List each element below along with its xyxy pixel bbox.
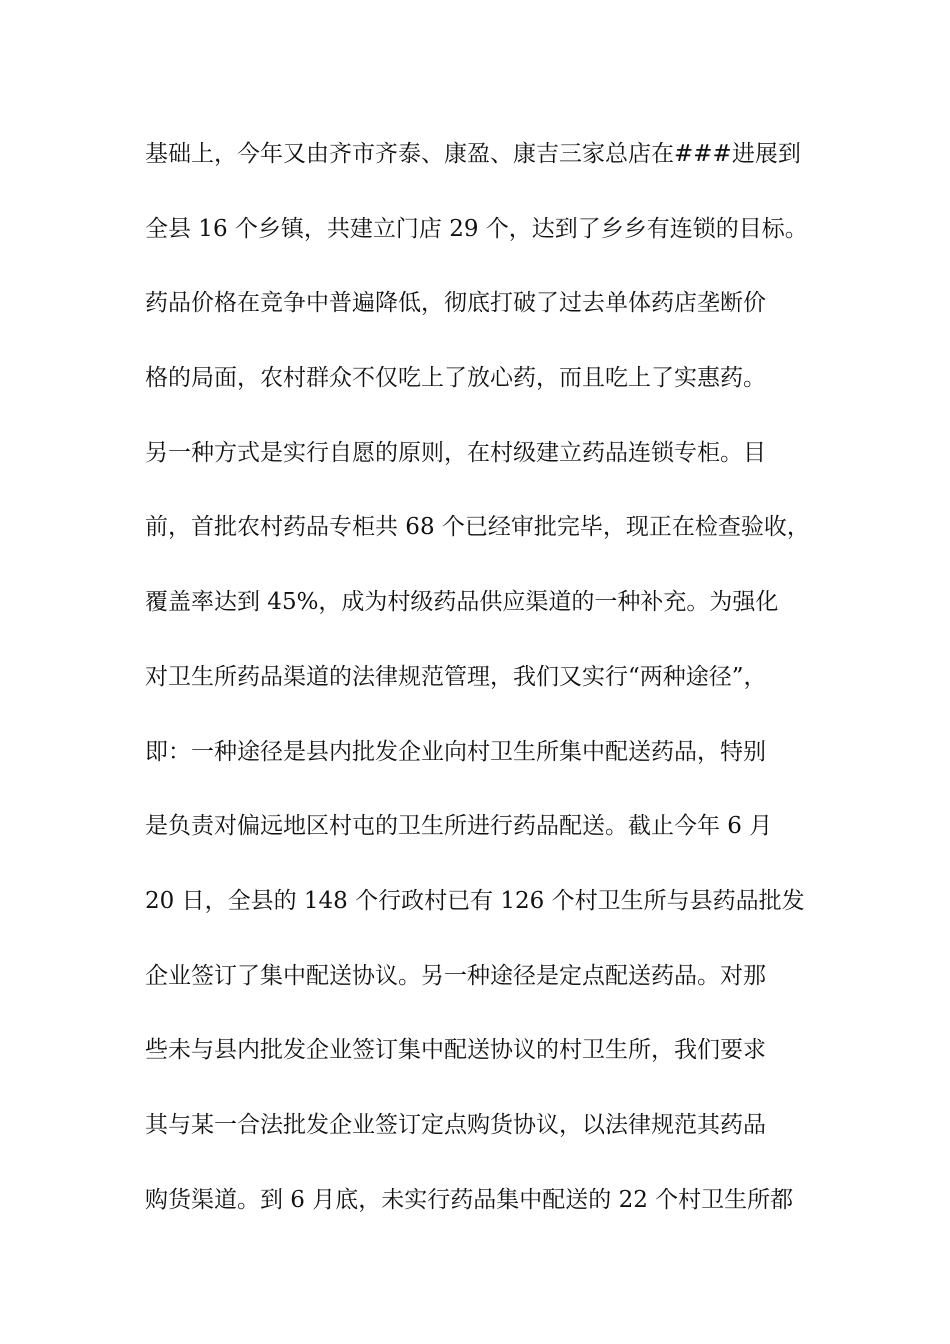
- text-line: 另一种方式是实行自愿的原则，在村级建立药品连锁专柜。目: [145, 439, 766, 466]
- text-line: 企业签订了集中配送协议。另一种途径是定点配送药品。对那: [145, 962, 766, 989]
- text-line: 覆盖率达到 45%，成为村级药品供应渠道的一种补充。为强化: [145, 589, 779, 616]
- text-line: 其与某一合法批发企业签订定点购货协议，以法律规范其药品: [145, 1111, 766, 1138]
- text-line: 20 日，全县的 148 个行政村已有 126 个村卫生所与县药品批发: [145, 887, 805, 914]
- text-line: 对卫生所药品渠道的法律规范管理，我们又实行“两种途径”，: [145, 663, 767, 690]
- text-line: 药品价格在竞争中普遍降低，彻底打破了过去单体药店垄断价: [145, 290, 766, 317]
- text-line: 是负责对偏远地区村屯的卫生所进行药品配送。截止今年 6 月: [145, 813, 773, 840]
- text-line: 格的局面，农村群众不仅吃上了放心药，而且吃上了实惠药。: [145, 365, 766, 392]
- text-line: 全县 16 个乡镇，共建立门店 29 个，达到了乡乡有连锁的目标。: [145, 215, 808, 242]
- text-line: 前，首批农村药品专柜共 68 个已经审批完毕，现正在检查验收，: [145, 514, 810, 541]
- text-line: 基础上，今年又由齐市齐泰、康盈、康吉三家总店在###进展到: [145, 141, 801, 167]
- text-line: 购货渠道。到 6 月底，未实行药品集中配送的 22 个村卫生所都: [145, 1186, 794, 1213]
- text-line: 即：一种途径是县内批发企业向村卫生所集中配送药品，特别: [145, 738, 766, 765]
- text-line: 些未与县内批发企业签订集中配送协议的村卫生所，我们要求: [145, 1037, 766, 1064]
- body-text: [145, 132, 825, 1252]
